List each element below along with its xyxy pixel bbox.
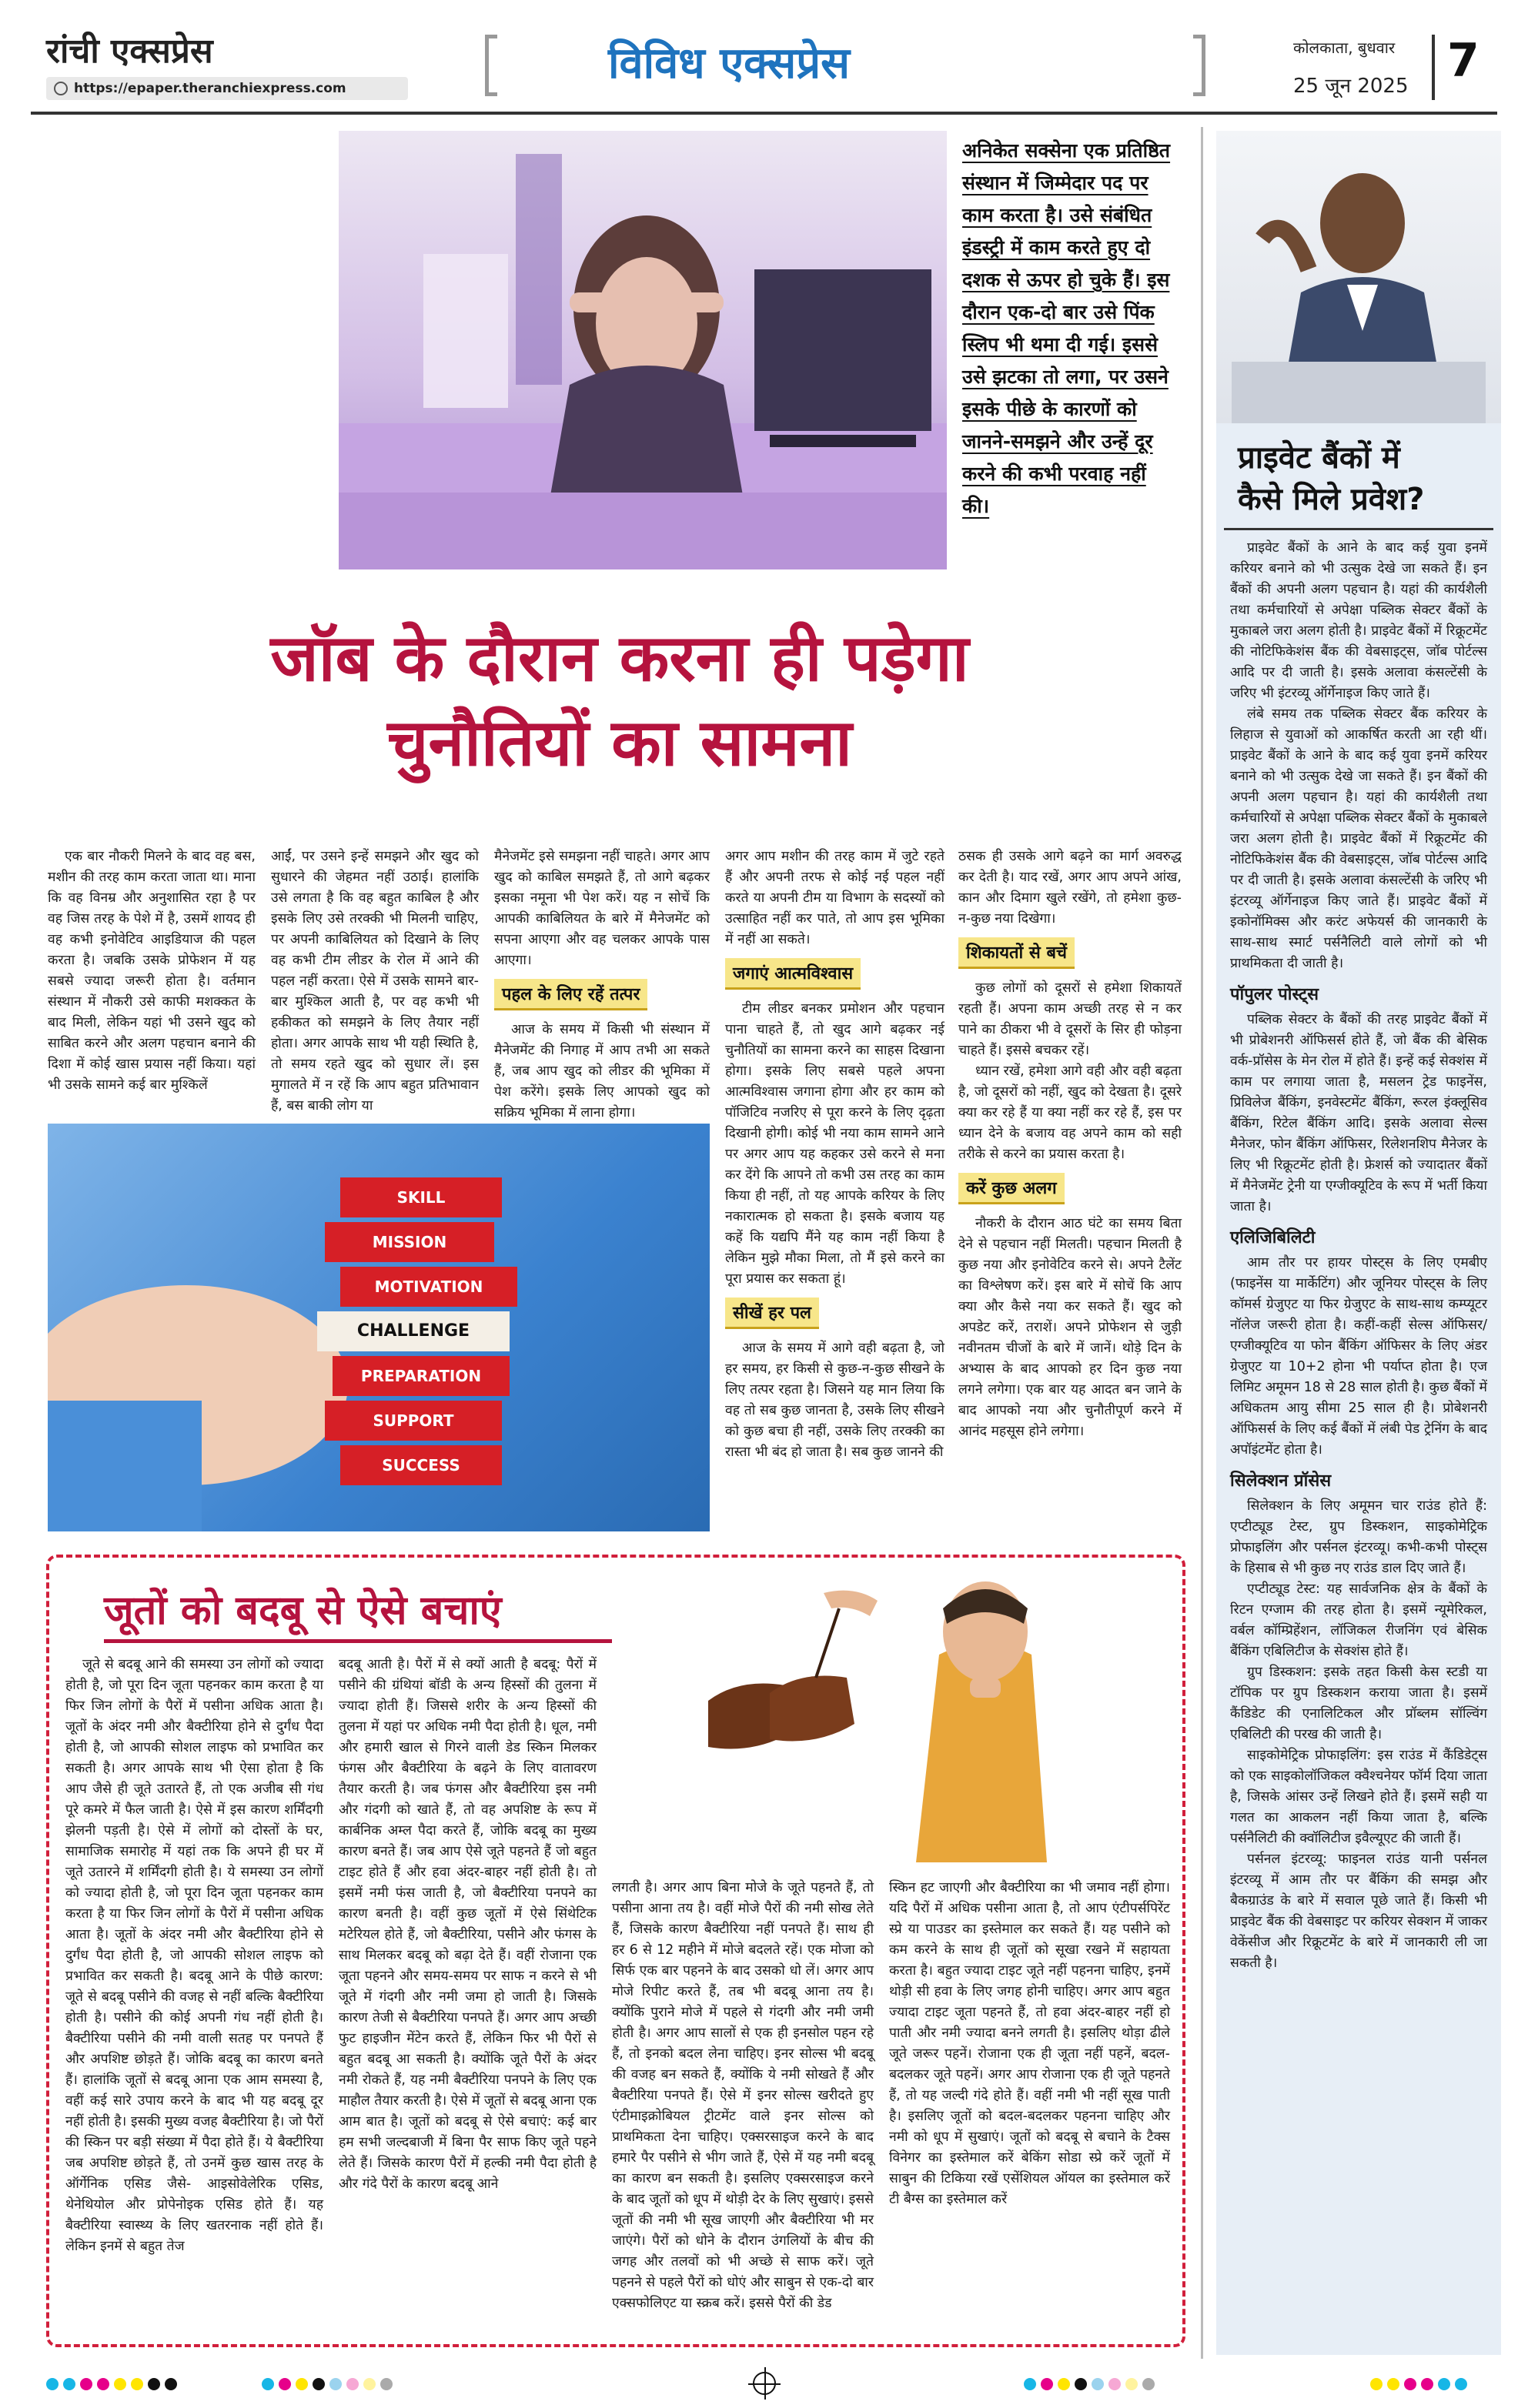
sidebar-divider bbox=[1201, 127, 1203, 2359]
paragraph: ग्रुप डिस्कशन: इसके तहत किसी केस स्टडी या टॉपिक पर ग्रुप डिस्कशन कराया जाता है। इसमें कैंडिडेट की एनालिटिकल और प्रॉब्लम सॉल्विंग एबिलिटी की परख की जाती है। bbox=[1230, 1665, 1487, 1742]
block-success: SUCCESS bbox=[340, 1445, 502, 1485]
shoes-col-3 bbox=[612, 1878, 874, 2314]
page-number: 7 bbox=[1447, 34, 1480, 88]
paragraph: कुछ लोगों को दूसरों से हमेशा शिकायतें रहती हैं। अपना काम अच्छी तरह से न कर पाने का ठीकरा भी वे दूसरों के सिर ही फोड़ना चाहते हैं। इससे बचकर रहें। bbox=[958, 980, 1182, 1058]
challenge-blocks-photo bbox=[48, 1124, 710, 1531]
sidebar bbox=[1216, 131, 1501, 2355]
paragraph: आम तौर पर हायर पोस्ट्स के लिए एमबीए (फाइनेंस या मार्केटिंग) और जूनियर पोस्ट्स के लिए कॉमर्स ग्रेजुएट या फिर ग्रेजुएट के साथ-साथ कम्प्यूटर नॉलेज जरूरी होता है। कहीं-कहीं सेल्स ऑफिसर/ एग्जीक्यूटिव या फोन बैंकिंग ऑफिसर के लिए अंडर ग्रेजुएट या 10+2 होना भी पर्याप्त होता है। एज लिमिट अमूमन 18 से 28 साल होती है। कुछ बैंकों में अधिकतम आयु सीमा 25 साल ही है। प्रोबेशनरी ऑफिसर्स के लिए कई बैंकों में लंबी पेड ट्रेनिंग के बाद अपॉइंटमेंट होता है। bbox=[1230, 1255, 1487, 1458]
issue-date: 25 जून 2025 bbox=[1293, 75, 1409, 98]
headline-line-1: जॉब के दौरान करना ही पड़ेगा bbox=[270, 620, 969, 696]
masthead-rule bbox=[31, 112, 1497, 115]
paragraph: आज के समय में किसी भी संस्थान में मैनेजमेंट की निगाह में आप तभी आ सकते हैं, जब आप खुद को लीडर की भूमिका में पेश करेंगे। इसके लिए आपको खुद को सक्रिय भूमिका में लाना होगा। bbox=[494, 1022, 710, 1121]
block-motivation: MOTIVATION bbox=[340, 1267, 517, 1307]
stressed-woman-photo bbox=[339, 131, 947, 569]
paragraph: ठसक ही उसके आगे बढ़ने का मार्ग अवरुद्ध कर देती है। याद रखें, अगर आप अपने आंख, कान और दिमाग खुले रखेंगे, तो हमेशा कुछ-न-कुछ नया दिखेगा। bbox=[958, 849, 1182, 927]
shoes-col-2 bbox=[339, 1655, 597, 2195]
block-challenge: CHALLENGE bbox=[317, 1311, 510, 1351]
shoes-col-1 bbox=[65, 1655, 323, 2257]
main-col-3 bbox=[494, 847, 710, 1124]
paragraph: साइकोमेट्रिक प्रोफाइलिंग: इस राउंड में कैंडिडेट्स को एक साइकोलॉजिकल क्वैश्चनेयर फॉर्म दिया जाता है, जिसके आंसर उन्हें लिखने होते हैं। इसमें सही या गलत का आकलन नहीं किया जाता है, बल्कि पर्सनैलिटी की क्वॉलिटीज इवैल्यूएट की जाती हैं। bbox=[1230, 1748, 1487, 1846]
subhead-shikayat: शिकायतों से बचें bbox=[958, 937, 1075, 969]
sidebar-headline-2: कैसे मिले प्रवेश? bbox=[1238, 482, 1425, 517]
main-col-4 bbox=[725, 847, 945, 1463]
paragraph: प्राइवेट बैंकों के आने के बाद कई युवा इनमें करियर बनाने को भी उत्सुक देखे जा सकते हैं। इन बैंकों की अपनी अलग पहचान है। यहां की कार्यशैली तथा कर्मचारियों से अपेक्षा पब्लिक सेक्टर बैंकों के मुकाबले जरा अलग होती है। प्राइवेट बैंकों में रिक्रूटमेंट की नोटिफिकेशंस बैंक की वेबसाइट्स, जॉब पोर्टल्स आदि पर दी जाती है। इसके अलावा कंसल्टेंसी के जरिए भी इंटरव्यू ऑर्गेनाइज किए जाते हैं। bbox=[1230, 540, 1487, 701]
bracket-left bbox=[485, 35, 497, 96]
subhead-eligibility: एलिजिबिलिटी bbox=[1230, 1228, 1316, 1247]
paragraph: एक बार नौकरी मिलने के बाद वह बस, मशीन की तरह काम करता जाता था। माना कि वह विनम्र और अनुशासित रहा है पर वह जिस तरह के पेशे में है, उसमें शायद ही वह कभी इनोवेटिव आइडियाज की पहल करता है। जबकि उसके प्रोफेशन में यह सबसे ज्यादा जरूरी होता है। वर्तमान संस्थान में नौकरी उसे काफी मशक्कत के बाद मिली, लेकिन यहां भी उसने खुद को साबित करने और अलग पहचान बनाने की दिशा में कोई खास प्रयास नहीं किया। यहां भी उसके सामने कई बार मुश्किलें bbox=[48, 849, 256, 1093]
sidebar-headline-1: प्राइवेट बैंकों में bbox=[1238, 440, 1400, 476]
subhead-alag: करें कुछ अलग bbox=[958, 1173, 1065, 1204]
block-skill: SKILL bbox=[340, 1177, 502, 1217]
paper-name: रांची एक्सप्रेस bbox=[46, 32, 213, 71]
block-support: SUPPORT bbox=[325, 1401, 502, 1441]
businessman-photo bbox=[1216, 131, 1501, 423]
shoes-col-4 bbox=[889, 1878, 1170, 2210]
man-holding-shoes-photo bbox=[662, 1562, 1155, 1862]
paragraph: बदबू आती है। पैरों में से क्यों आती है बदबू: पैरों में पसीने की ग्रंथियां बॉडी के अन्य हिस्सों की तुलना में ज्यादा होती हैं। जिससे शरीर के अन्य हिस्सों की तुलना में यहां पर अधिक नमी पैदा होती है। धूल, नमी और हमारी खाल से गिरने वाली डेड स्किन मिलकर फंगस और बैक्टीरिया के बढ़ने के लिए वातावरण तैयार करती है। जब फंगस और बैक्टीरिया इस नमी और गंदगी को खाते हैं, तो वह अपशिष्ट के रूप में कार्बनिक अम्ल पैदा करते हैं, जोकि बदबू का मुख्य कारण बनते हैं। जब आप ऐसे जूते पहनते हैं जो बहुत टाइट होते हैं और हवा अंदर-बाहर नहीं होती है। तो इसमें नमी फंस जाती है, जो बैक्टीरिया पनपने का कारण बनती है। वहीं कुछ जूतों में ऐसे सिंथेटिक मटेरियल होते हैं, जो बैक्टीरिया, पसीने और फंगस के साथ मिलकर बदबू को बढ़ा देते हैं। वहीं रोजाना एक जूता पहनने और समय-समय पर साफ न करने से भी जूते में गंदगी और नमी जमा हो जाती है। जिसके कारण तेजी से बैक्टीरिया पनपते हैं। अगर आप अच्छी फुट हाइजीन मेंटेन करते हैं, लेकिन फिर भी पैरों से बहुत बदबू आ सकती है। क्योंकि जूते पैरों के अंदर नमी रोकते हैं, यह नमी बैक्टीरिया पनपने के लिए एक माहौल तैयार करती है। ऐसे में जूतों से बदबू आना एक आम बात है। जूतों को बदबू से ऐसे बचाएं: कई बार हम सभी जल्दबाजी में बिना पैर साफ किए जूते पहने लेते हैं। जिसके कारण पैरों में हल्की नमी पैदा होती है और गंदे पैरों के कारण बदबू आने bbox=[339, 1657, 597, 2192]
main-col-5 bbox=[958, 847, 1182, 1442]
paragraph: आज के समय में आगे वही बढ़ता है, जो हर समय, हर किसी से कुछ-न-कुछ सीखने के लिए तत्पर रहता है। जिसने यह मान लिया कि वह तो सब कुछ जानता है, उसके लिए सीखने को कुछ बचा ही नहीं, उसके लिए तरक्की का रास्ता भी बंद हो जाता है। सब कुछ जानने की bbox=[725, 1341, 945, 1460]
subhead-seekhen: सीखें हर पल bbox=[725, 1298, 819, 1329]
bracket-right bbox=[1193, 35, 1205, 96]
registration-dots-left-2 bbox=[262, 2378, 393, 2390]
paragraph: टीम लीडर बनकर प्रमोशन और पहचान पाना चाहते हैं, तो खुद आगे बढ़कर नई चुनौतियों का सामना करने का साहस दिखाना होगा। इसके लिए सबसे पहले अपना आत्मविश्वास जगाना होगा और हर काम को पॉजिटिव नजरिए से पूरा करने के लिए दृढ़ता दिखानी होगी। कोई भी नया काम सामने आने पर अगर आप यह कहकर उसे करने से मना कर देंगे कि आपने तो कभी उस तरह का काम किया ही नहीं, तो यह आपके करियर के लिए नकारात्मक हो सकता है। इसके बजाय यह कहें कि यद्यपि मैंने यह काम नहीं किया है लेकिन मुझे मौका मिला, तो मैं इसे करने का पूरा प्रयास कर सकता हूं। bbox=[725, 1001, 945, 1287]
main-col-1 bbox=[48, 847, 256, 1096]
paper-url[interactable]: https://epaper.theranchiexpress.com bbox=[74, 81, 346, 96]
headline-line-2: चुनौतियों का सामना bbox=[387, 705, 852, 780]
intro-text: अनिकेत सक्सेना एक प्रतिष्ठित संस्थान में जिम्मेदार पद पर काम करता है। उसे संबंधित इंडस्ट्री में काम करते हुए दो दशक से ऊपर हो चुके हैं। इस दौरान एक-दो बार उसे पिंक स्लिप भी थमा दी गई। इससे उसे झटका तो लगा, पर उसने इसके पीछे के कारणों को जानने-समझने और उन्हें दूर करने की कभी परवाह नहीं की। bbox=[962, 139, 1171, 517]
shoes-headline-underline bbox=[104, 1639, 612, 1643]
subhead-atmavishwas: जगाएं आत्मविश्वास bbox=[725, 958, 861, 990]
registration-mark-icon bbox=[753, 2372, 776, 2395]
url-bar bbox=[46, 77, 408, 100]
paragraph: सिलेक्शन के लिए अमूमन चार राउंड होते हैं: एप्टीट्यूड टेस्ट, ग्रुप डिस्कशन, साइकोमेट्रिक प्रोफाइलिंग और पर्सनल इंटरव्यू। कभी-कभी पोस्ट्स के हिसाब से भी कुछ नए राउंड डाल दिए जाते हैं। bbox=[1230, 1498, 1487, 1576]
paragraph: पब्लिक सेक्टर के बैंकों की तरह प्राइवेट बैंकों में भी प्रोबेशनरी ऑफिसर्स होते हैं, जो बैंक की बेसिक वर्क-प्रॉसेस के मेन रोल में होते हैं। इन्हें कई सेक्शंस में काम पर लगाया जाता है, मसलन ट्रेड फाइनेंस, प्रिविलेज बैंकिंग, इनवेस्टमेंट बैंकिंग, रूरल इंक्लूसिव बैंकिंग, रिटेल बैंकिंग आदि। इसके अलावा सेल्स मैनेजर, फोन बैंकिंग ऑफिसर, रिलेशनशिप मैनेजर के लिए भी रिक्रूटमेंट होती है। फ्रेशर्स को ज्यादातर बैंकों में मैनेजमेंट ट्रेनी या एग्जीक्यूटिव के रूप में भर्ती किया जाता है। bbox=[1230, 1012, 1487, 1214]
paragraph: पर्सनल इंटरव्यू: फाइनल राउंड यानी पर्सनल इंटरव्यू में आम तौर पर बैंकिंग की समझ और बैकग्राउंड के बारे में सवाल पूछे जाते हैं। किसी भी प्राइवेट बैंक की वेबसाइट पर करियर सेक्शन में जाकर वेकेंसीज और रिक्रूटमेंट के बारे में जानकारी ली जा सकती है। bbox=[1230, 1852, 1487, 1971]
paragraph: जूते से बदबू आने की समस्या उन लोगों को ज्यादा होती है, जो पूरा दिन जूता पहनकर काम करता है या फिर जिन लोगों के पैरों में पसीना अधिक आता है। जूतों के अंदर नमी और बैक्टीरिया होने से दुर्गंध पैदा होती है, जो आपकी सोशल लाइफ को प्रभावित कर सकती है। अगर आपके साथ भी ऐसा होता है कि आप जैसे ही जूते उतारते हैं, तो एक अजीब सी गंध पूरे कमरे में फैल जाती है। ऐसे में इस कारण शर्मिंदगी झेलनी पड़ती है। ऐसे में लोगों को दोस्तों के घर, सामाजिक समारोह में यहां तक कि अपने ही घर में जूते उतारने में शर्मिंदगी होती है। ये समस्या उन लोगों को ज्यादा होती है, जो पूरा दिन जूता पहनकर काम करता है या फिर जिन लोगों के पैरों में पसीना अधिक आता है। जूतों के अंदर नमी और बैक्टीरिया होने से दुर्गंध पैदा होती है, जो आपकी सोशल लाइफ को प्रभावित कर सकती है। बदबू आने के पीछे कारण: जूते से बदबू पसीने की वजह से नहीं बल्कि बैक्टीरिया होती है। पसीने की कोई अपनी गंध नहीं होती है। बैक्टीरिया पसीने की नमी वाली सतह पर पनपते हैं और अपशिष्ट छोड़ते हैं। जोकि बदबू का कारण बनते हैं। हालांकि जूतों से बदबू आना एक आम समस्या है, वहीं कई सारे उपाय करने के बाद भी यह बदबू दूर नहीं होती है। इसकी मुख्य वजह बैक्टीरिया है। जो पैरों की स्किन पर बड़ी संख्या में पैदा होते हैं। ये बैक्टीरिया जब अपशिष्ट छोड़ते हैं, तो उनमें कुछ खास तरह के ऑर्गेनिक एसिड जैसे- आइसोवेलेरिक एसिड, थेनेथियोल और प्रोपेनोइक एसिड होते हैं। यह बैक्टीरिया स्वास्थ्य के लिए खतरनाक नहीं होते हैं। लेकिन इनमें से बहुत तेज bbox=[65, 1657, 323, 2254]
main-col-2 bbox=[271, 847, 479, 1117]
masthead bbox=[0, 0, 1528, 115]
subhead-selection: सिलेक्शन प्रॉसेस bbox=[1230, 1471, 1332, 1491]
block-mission: MISSION bbox=[325, 1222, 494, 1262]
section-title: विविध एक्सप्रेस bbox=[608, 38, 850, 89]
paragraph: मैनेजमेंट इसे समझना नहीं चाहते। अगर आप खुद को काबिल समझते हैं, तो आगे बढ़कर इसका नमूना भी पेश करें। यह न सोचें कि आपकी काबिलियत के बारे में मैनेजमेंट को सपना आएगा और वह चलकर आपके पास आएगा। bbox=[494, 849, 710, 968]
globe-icon bbox=[54, 82, 68, 95]
intro-box bbox=[962, 135, 1178, 596]
paragraph: अगर आप मशीन की तरह काम में जुटे रहते हैं और अपनी तरफ से कोई नई पहल नहीं करते या अपनी टीम या विभाग के सदस्यों को उत्साहित नहीं कर पाते, तो आप इस भूमिका में नहीं आ सकते। bbox=[725, 849, 945, 947]
sidebar-body bbox=[1216, 530, 1501, 1982]
blocks-stack bbox=[317, 1177, 525, 1485]
shoes-headline: जूतों को बदबू से ऐसे बचाएं bbox=[104, 1588, 502, 1634]
paragraph: नौकरी के दौरान आठ घंटे का समय बिता देने से पहचान नहीं मिलती। पहचान मिलती है कुछ नया और इनोवेटिव करने से। अपने टैलेंट का विश्लेषण करें। इस बारे में सोचें कि आप क्या और कैसे नया कर सकते हैं। खुद को अपडेट करें, तराशें। अपने प्रोफेशन से जुड़ी नवीनतम चीजों के बारे में जानें। थोड़े दिन के अभ्यास के बाद आपको हर दिन कुछ नया लगने लगेगा। एक बार यह आदत बन जाने के बाद आपको नया और चुनौतीपूर्ण करने में आनंद महसूस होने लगेगा। bbox=[958, 1216, 1182, 1439]
paragraph: आईं, पर उसने इन्हें समझने और खुद को सुधारने की जेहमत नहीं उठाई। हालांकि उसे लगता है कि वह बहुत काबिल है और इसके लिए उसे तरक्की भी मिलनी चाहिए, पर अपनी काबिलियत को दिखाने के लिए वह कभी टीम लीडर के रोल में आने की पहल नहीं करता। ऐसे में उसके सामने बार-बार मुश्किल आती है, पर वह कभी भी हकीकत को समझने के लिए तैयार नहीं होता। अगर आपके साथ भी यही स्थिति है, तो समय रहते खुद को सुधार लें। इस मुगालते में न रहें कि आप बहुत प्रतिभावान हैं, बस बाकी लोग या bbox=[271, 849, 479, 1114]
city-day: कोलकाता, बुधवार bbox=[1293, 38, 1396, 57]
paragraph: ध्यान रखें, हमेशा आगे वही और वही बढ़ता है, जो दूसरों को नहीं, खुद को देखता है। दूसरे क्या कर रहे हैं या क्या नहीं कर रहे हैं, इस पर ध्यान देने के बजाय वह अपने काम को सही तरीके से करने का प्रयास करता है। bbox=[958, 1064, 1182, 1162]
registration-dots-right-2 bbox=[1370, 2378, 1467, 2390]
page-divider bbox=[1432, 35, 1435, 100]
paragraph: लंबे समय तक पब्लिक सेक्टर बैंक करियर के लिहाज से युवाओं को आकर्षित करती आ रही थीं। प्राइवेट बैंकों के आने के बाद कई युवा इनमें करियर बनाने को भी उत्सुक देखे जा सकते हैं। इन बैंकों की अपनी अलग पहचान है। यहां की कार्यशैली तथा कर्मचारियों से अपेक्षा पब्लिक सेक्टर बैंकों के मुकाबले जरा अलग होती है। प्राइवेट बैंकों में रिक्रूटमेंट की नोटिफिकेशंस बैंक की वेबसाइट्स, जॉब पोर्टल्स आदि पर दी जाती है। इसके अलावा कंसल्टेंसी के जरिए भी इंटरव्यू ऑर्गेनाइज किए जाते हैं। प्राइवेट बैंकों में इकोनॉमिक्स और करंट अफेयर्स की जानकारी के साथ-साथ स्मार्ट पर्सनैलिटी वाले लोगों को भी प्राथमिकता दी जाती है। bbox=[1230, 706, 1487, 971]
main-headline bbox=[54, 616, 1185, 785]
subhead-popular-posts: पॉपुलर पोस्ट्स bbox=[1230, 985, 1319, 1004]
paragraph: एप्टीट्यूड टेस्ट: यह सार्वजनिक क्षेत्र के बैंकों के रिटन एग्जाम की तरह होता है। इसमें न्यूमेरिकल, वर्बल कॉम्प्रिहेंशन, लॉजिकल रीजनिंग एवं बेसिक बैंकिंग एबिलिटीज के सेक्शंस होते हैं। bbox=[1230, 1581, 1487, 1659]
paragraph: स्किन हट जाएगी और बैक्टीरिया का भी जमाव नहीं होगा। यदि पैरों में अधिक पसीना आता है, तो आप एंटीपर्सपिरेंट स्प्रे या पाउडर का इस्तेमाल कर सकते हैं। यह पसीने को कम करने के साथ ही जूतों को सूखा रखने में सहायता करता है। बहुत ज्यादा टाइट जूते नहीं पहनना चाहिए, इनमें थोड़ी सी हवा के लिए जगह होनी चाहिए। अगर आप बहुत ज्यादा टाइट जूता पहनते हैं, तो हवा अंदर-बाहर नहीं हो पाती और नमी ज्यादा बनने लगती है। इसलिए थोड़ा ढीले जूते जरूर पहनें। रोजाना एक ही जूता नहीं पहनें, बदल-बदलकर जूते पहनें। अगर आप रोजाना एक ही जूते पहनते हैं, तो यह जल्दी गंदे होते हैं। वहीं नमी भी नहीं सूख पाती है। इसलिए जूतों को बदल-बदलकर पहनना चाहिए और नमी को धूप में सुखाएं। जूतों को बदबू से बचाने के टैक्स विनेगर का इस्तेमाल करें बेकिंग सोडा स्प्रे करें जूतों में साबुन की टिकिया रखें एसेंशियल ऑयल का इस्तेमाल करें टी बैग्स का इस्तेमाल करें bbox=[889, 1880, 1170, 2207]
sidebar-headline bbox=[1224, 423, 1493, 530]
paragraph: लगती है। अगर आप बिना मोजे के जूते पहनते हैं, तो पसीना आना तय है। वहीं मोजे पैरों की नमी सोख लेते हैं, जिसके कारण बैक्टीरिया नहीं पनपते हैं। साथ ही हर 6 से 12 महीने में मोजे बदलते रहें। एक मोजा को सिर्फ एक बार पहनने के बाद उसको धो लें। अगर आप मोजे रिपीट करते हैं, तब भी बदबू आना तय है। क्योंकि पुराने मोजे में पहले से गंदगी और नमी जमी होती है। अगर आप सालों से एक ही इनसोल पहन रहे हैं, तो इनको बदल लेना चाहिए। इनर सोल्स भी बदबू की वजह बन सकते हैं, क्योंकि ये नमी सोखते हैं और बैक्टीरिया पनपते हैं। ऐसे में इनर सोल्स खरीदते हुए एंटीमाइक्रोबियल ट्रीटमेंट वाले इनर सोल्स को प्राथमिकता देना चाहिए। एक्सरसाइज करने के बाद हमारे पैर पसीने से भीग जाते हैं, ऐसे में यह नमी बदबू का कारण बन सकती है। इसलिए एक्सरसाइज करने के बाद जूतों को धूप में थोड़ी देर के लिए सुखाएं। इससे जूतों की नमी भी सूख जाएगी और बैक्टीरिया भी मर जाएंगे। पैरों को धोने के दौरान उंगलियों के बीच की जगह और तलवों को भी अच्छे से साफ करें। जूते पहनने से पहले पैरों को धोएं और साबुन से एक-दो बार एक्सफोलिएट या स्क्रब करें। इससे पैरों की डेड bbox=[612, 1880, 874, 2311]
subhead-pahal: पहल के लिए रहें तत्पर bbox=[494, 979, 647, 1010]
block-preparation: PREPARATION bbox=[333, 1356, 510, 1396]
registration-dots-left bbox=[46, 2378, 177, 2390]
registration-dots-right bbox=[1024, 2378, 1155, 2390]
